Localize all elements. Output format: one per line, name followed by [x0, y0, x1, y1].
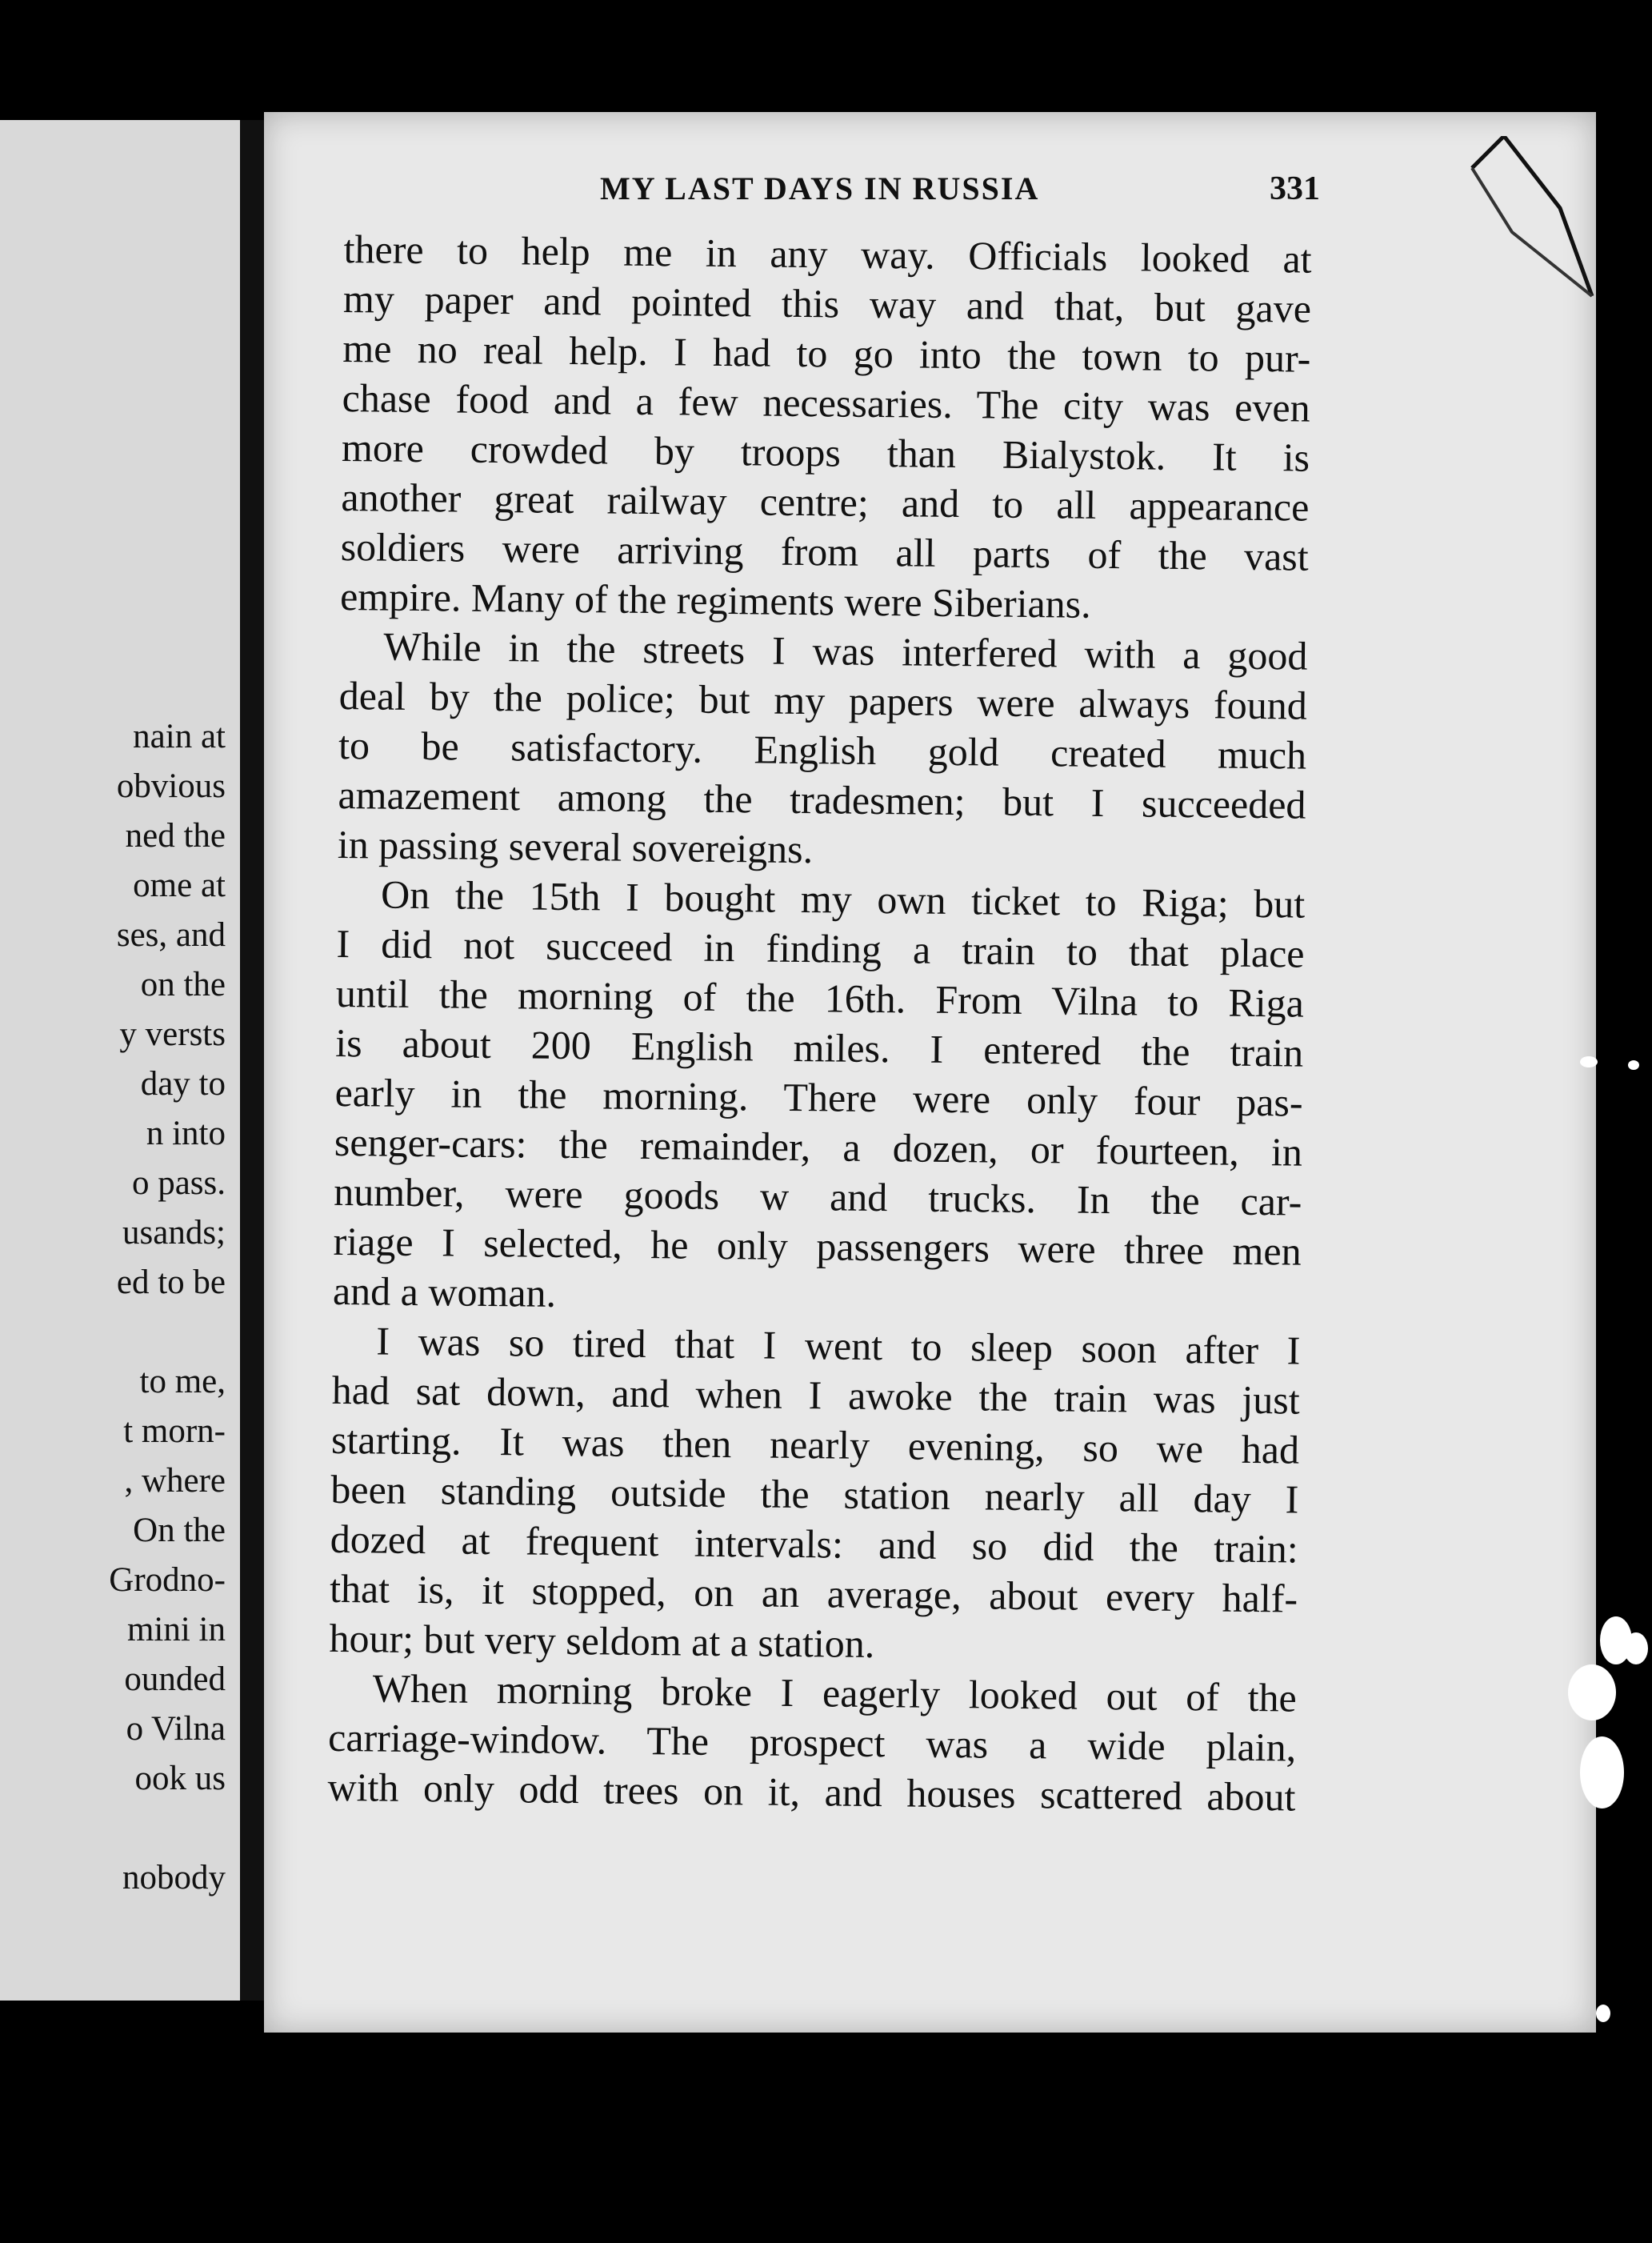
text-line: had sat down, and when I awoke the train was just	[331, 1367, 1300, 1423]
left-line: o pass.	[131, 1164, 226, 1202]
left-line: On the	[133, 1512, 226, 1549]
text-line: While in the streets I was interfered with a good	[383, 623, 1308, 679]
text-line: me no real help. I had to go into the town to pur-	[342, 325, 1311, 381]
book-gutter	[240, 120, 264, 2001]
left-line: ned the	[125, 817, 226, 855]
left-page-text	[109, 712, 226, 1903]
left-line: ook us	[134, 1760, 226, 1797]
text-line: senger-cars: the remainder, a dozen, or fourteen, in	[334, 1119, 1303, 1175]
text-line: more crowded by troops than Bialystok. It is	[341, 424, 1310, 480]
left-line: to me,	[139, 1363, 226, 1400]
text-line: amazement among the tradesmen; but I succeeded	[338, 771, 1306, 827]
text-line: to be satisfactory. English gold created much	[338, 722, 1307, 778]
text-line: my paper and pointed this way and that, but gave	[342, 275, 1312, 331]
text-line: chase food and a few necessaries. The city was even	[342, 375, 1310, 431]
text-line: I did not succeed in finding a train to that place	[336, 920, 1305, 976]
text-line: until the morning of the 16th. From Vilna to Riga	[335, 970, 1305, 1026]
text-line: hour; but very seldom at a station.	[329, 1615, 875, 1667]
text-line: soldiers were arriving from all parts of the vast	[340, 523, 1310, 579]
left-line: usands;	[122, 1214, 226, 1252]
page-header	[336, 160, 1320, 216]
body-text	[327, 224, 1312, 1822]
scan-speckle	[1624, 1632, 1648, 1664]
left-line: n into	[146, 1115, 226, 1152]
text-line: is about 200 English miles. I entered the train	[334, 1019, 1304, 1075]
left-line: y versts	[119, 1015, 226, 1053]
scan-speckle	[1596, 2005, 1610, 2022]
scan-speckle	[1628, 1060, 1639, 1070]
text-line: been standing outside the station nearly all day I	[330, 1466, 1299, 1522]
left-line: obvious	[116, 767, 226, 805]
text-line: deal by the police; but my papers were always found	[338, 672, 1308, 728]
text-line: that is, it stopped, on an average, about every half-	[329, 1565, 1298, 1621]
text-line: another great railway centre; and to all appearance	[341, 474, 1310, 530]
text-line: number, were goods w and trucks. In the car-	[334, 1168, 1302, 1224]
left-line: ome at	[133, 867, 226, 904]
text-line: riage I selected, he only passengers were three men	[333, 1218, 1302, 1274]
text-line: in passing several sovereigns.	[337, 821, 814, 872]
left-line: on the	[140, 966, 226, 1003]
text-line: carriage-window. The prospect was a wide plain,	[327, 1714, 1297, 1770]
left-line: ses, and	[116, 916, 226, 954]
page-number: 331	[1270, 170, 1320, 207]
scan-speckle	[1580, 1056, 1598, 1067]
left-line: t morn-	[123, 1412, 226, 1450]
text-line: When morning broke I eagerly looked out of the	[372, 1665, 1298, 1720]
text-line: starting. It was then nearly evening, so we had	[330, 1416, 1300, 1472]
text-line: and a woman.	[332, 1268, 557, 1316]
scan-speckle	[1580, 1736, 1624, 1808]
text-line: empire. Many of the regiments were Siberians.	[339, 573, 1091, 627]
text-line: with only odd trees on it, and houses scattered about	[327, 1764, 1296, 1820]
running-title: MY LAST DAYS IN RUSSIA	[600, 170, 1040, 206]
left-line: nain at	[133, 718, 226, 755]
text-line: I was so tired that I went to sleep soon after I	[376, 1318, 1301, 1373]
left-line	[109, 1308, 226, 1357]
scan-speckle	[1568, 1664, 1616, 1720]
left-line: mini in	[126, 1611, 226, 1648]
left-line: Grodno-	[109, 1561, 226, 1599]
text-line: dozed at frequent intervals: and so did the train:	[330, 1516, 1299, 1572]
text-line: On the 15th I bought my own ticket to Riga; but	[380, 871, 1306, 927]
left-line: day to	[140, 1065, 226, 1103]
left-line: , where	[124, 1462, 226, 1500]
left-line: o Vilna	[126, 1710, 226, 1748]
text-line: there to help me in any way. Officials looked at	[343, 226, 1312, 282]
left-line: nobody	[122, 1859, 226, 1897]
page-corner-fold	[1456, 136, 1616, 344]
left-line: ed to be	[116, 1264, 226, 1301]
left-line	[109, 1804, 226, 1853]
left-facing-page	[0, 120, 245, 2001]
text-line: early in the morning. There were only four pas-	[334, 1069, 1303, 1125]
left-line: ounded	[124, 1660, 226, 1698]
